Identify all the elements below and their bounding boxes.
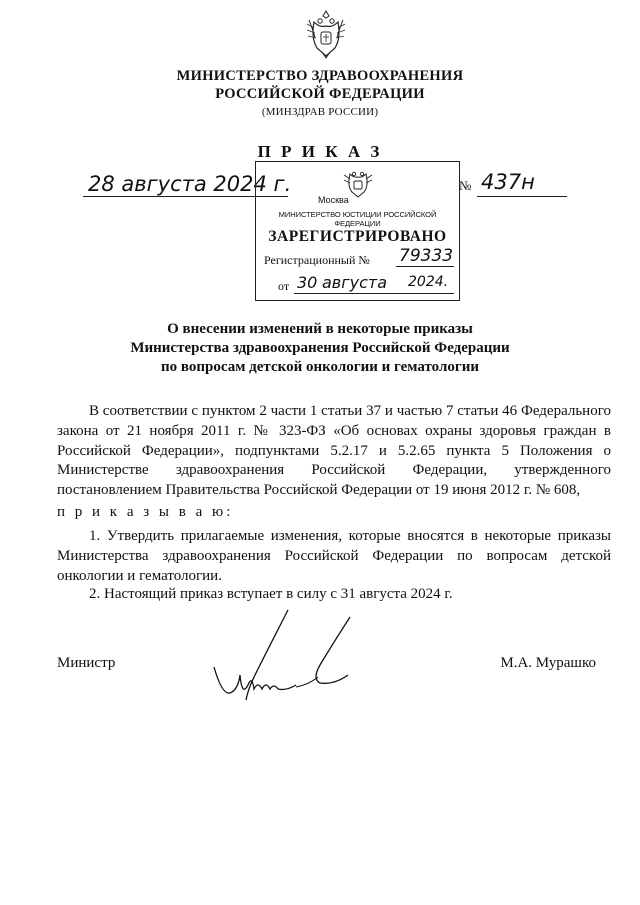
ministry-name-line1: МИНИСТЕРСТВО ЗДРАВООХРАНЕНИЯ (176, 68, 464, 84)
stamp-date-underline (294, 293, 454, 294)
order-date-handwritten: 28 августа 2024 г. (88, 172, 292, 196)
ministry-short-name: (МИНЗДРАВ РОССИИ) (261, 106, 379, 118)
stamp-reg-label: Регистрационный № (264, 253, 370, 267)
order-title-line1: О внесении изменений в некоторые приказы (167, 321, 473, 337)
registration-stamp (255, 161, 460, 301)
stamp-reg-number: 79333 (399, 246, 454, 266)
order-number-handwritten: 437н (481, 170, 535, 194)
order-number-underline (477, 196, 567, 197)
preamble-paragraph: В соответствии с пунктом 2 части 1 статьи 37 и частью 7 статьи 46 Федерального закона от 21 ноября 2011 г. № 323-ФЗ «Об основах охраны здоровья граждан в Российской Федерации», подпунктами 5.2.17 и 5.2.65 пункта 5 Положения о Министерстве здравоохранения Российской Федерации, утвержденного постановлением Правительства Российской Федерации от 19 июня 2012 г. № 608, (57, 403, 611, 499)
coat-of-arms-emblem (305, 8, 347, 60)
stamp-city: Москва (318, 195, 349, 205)
order-item-1: 1. Утвердить прилагаемые изменения, которые вносятся в некоторые приказы Министерства здравоохранения Российской Федерации по вопросам детской онкологии и гематологии. (57, 528, 611, 584)
handwritten-signature (200, 605, 360, 710)
stamp-date-prefix: от (278, 279, 290, 293)
stamp-reg-underline (396, 266, 454, 267)
stamp-date-day: 30 (297, 273, 318, 292)
command-word: п р и к а з ы в а ю: (57, 504, 234, 520)
order-item-2: 2. Настоящий приказ вступает в силу с 31 августа 2024 г. (89, 586, 453, 602)
stamp-authority: МИНИСТЕРСТВО ЮСТИЦИИ РОССИЙСКОЙ ФЕДЕРАЦИИ (278, 210, 437, 228)
stamp-status: ЗАРЕГИСТРИРОВАНО (268, 228, 447, 245)
ministry-name-line2: РОССИЙСКОЙ ФЕДЕРАЦИИ (215, 86, 425, 102)
order-title-line3: по вопросам детской онкологии и гематологии (160, 359, 479, 375)
signatory-name: М.А. Мурашко (500, 655, 596, 671)
signatory-position: Министр (57, 655, 116, 671)
stamp-date-year: 2024. (408, 274, 449, 290)
stamp-date-month: августа (322, 273, 388, 292)
order-number-label: № (459, 178, 472, 193)
document-type-title: П Р И К А З (257, 142, 383, 161)
order-title-line2: Министерства здравоохранения Российской Федерации (130, 340, 510, 356)
